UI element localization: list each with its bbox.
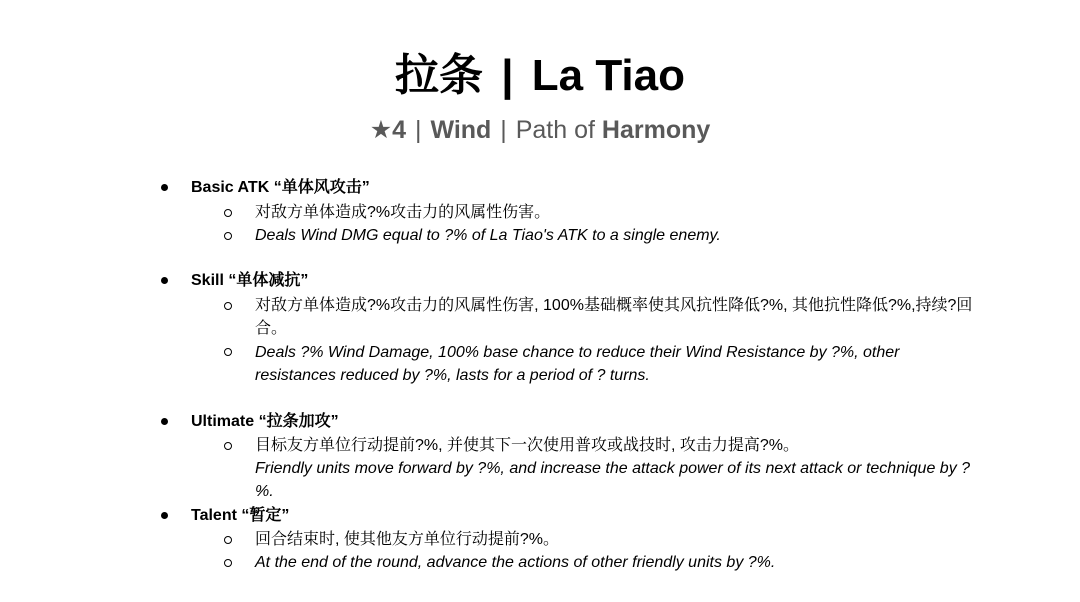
- title-separator: |: [501, 51, 514, 100]
- bullet-circle: [224, 559, 232, 567]
- skill-desc-en: At the end of the round, advance the actions of other friendly units by ?%.: [255, 554, 776, 571]
- subtitle-separator-1: |: [414, 116, 422, 144]
- skill-heading: [191, 505, 289, 527]
- bullet-circle: [224, 209, 232, 217]
- skill-desc-en: Deals Wind DMG equal to ?% of La Tiao's ATK to a single enemy.: [255, 227, 721, 244]
- page-title: [0, 48, 1080, 104]
- bullet-circle: [224, 302, 232, 310]
- bullet-circle: [224, 442, 232, 450]
- skill-type: Skill: [191, 272, 224, 289]
- path-prefix: Path of: [515, 116, 595, 144]
- skill-name: “拉条加攻”: [258, 413, 339, 430]
- rarity-label: ★4: [369, 116, 407, 144]
- skill-desc-cn: 目标友方单位行动提前?%, 并使其下一次使用普攻或战技时, 攻击力提高?%。: [255, 437, 800, 454]
- skill-desc-en: Friendly units move forward by ?%, and increase the attack power of its next attack or technique by ?%.: [255, 460, 971, 500]
- bullet-circle: [224, 536, 232, 544]
- element-label: Wind: [430, 116, 492, 144]
- character-subtitle: [0, 113, 1080, 147]
- skill-desc-en: Deals ?% Wind Damage, 100% base chance to reduce their Wind Resistance by ?%, other resistances reduced by ?%, lasts for a period of ? turns.: [255, 344, 900, 384]
- skill-desc-cn: 回合结束时, 使其他友方单位行动提前?%。: [255, 531, 560, 548]
- skill-type: Talent: [191, 507, 237, 524]
- title-english: La Tiao: [531, 51, 685, 100]
- skill-desc-cn: 对敌方单体造成?%攻击力的风属性伤害。: [255, 204, 551, 221]
- skill-type: Basic ATK: [191, 179, 270, 196]
- skill-type: Ultimate: [191, 413, 255, 430]
- bullet-dot: [161, 184, 168, 191]
- bullet-dot: [161, 512, 168, 519]
- skill-name: “暂定”: [241, 507, 290, 524]
- bullet-circle: [224, 232, 232, 240]
- title-chinese: 拉条: [394, 51, 483, 100]
- bullet-dot: [161, 418, 168, 425]
- subtitle-separator-2: |: [500, 116, 507, 144]
- skill-name: “单体减抗”: [228, 272, 309, 289]
- skill-desc-cn: 对敌方单体造成?%攻击力的风属性伤害, 100%基础概率使其风抗性降低?%, 其他抗性降低?%,持续?回合。: [255, 297, 973, 337]
- skill-heading: [191, 411, 339, 433]
- skill-heading: [191, 177, 370, 199]
- skill-name: “单体风攻击”: [273, 179, 370, 196]
- bullet-circle: [224, 348, 232, 356]
- skill-heading: [191, 270, 308, 292]
- bullet-dot: [161, 277, 168, 284]
- path-name: Harmony: [601, 116, 711, 144]
